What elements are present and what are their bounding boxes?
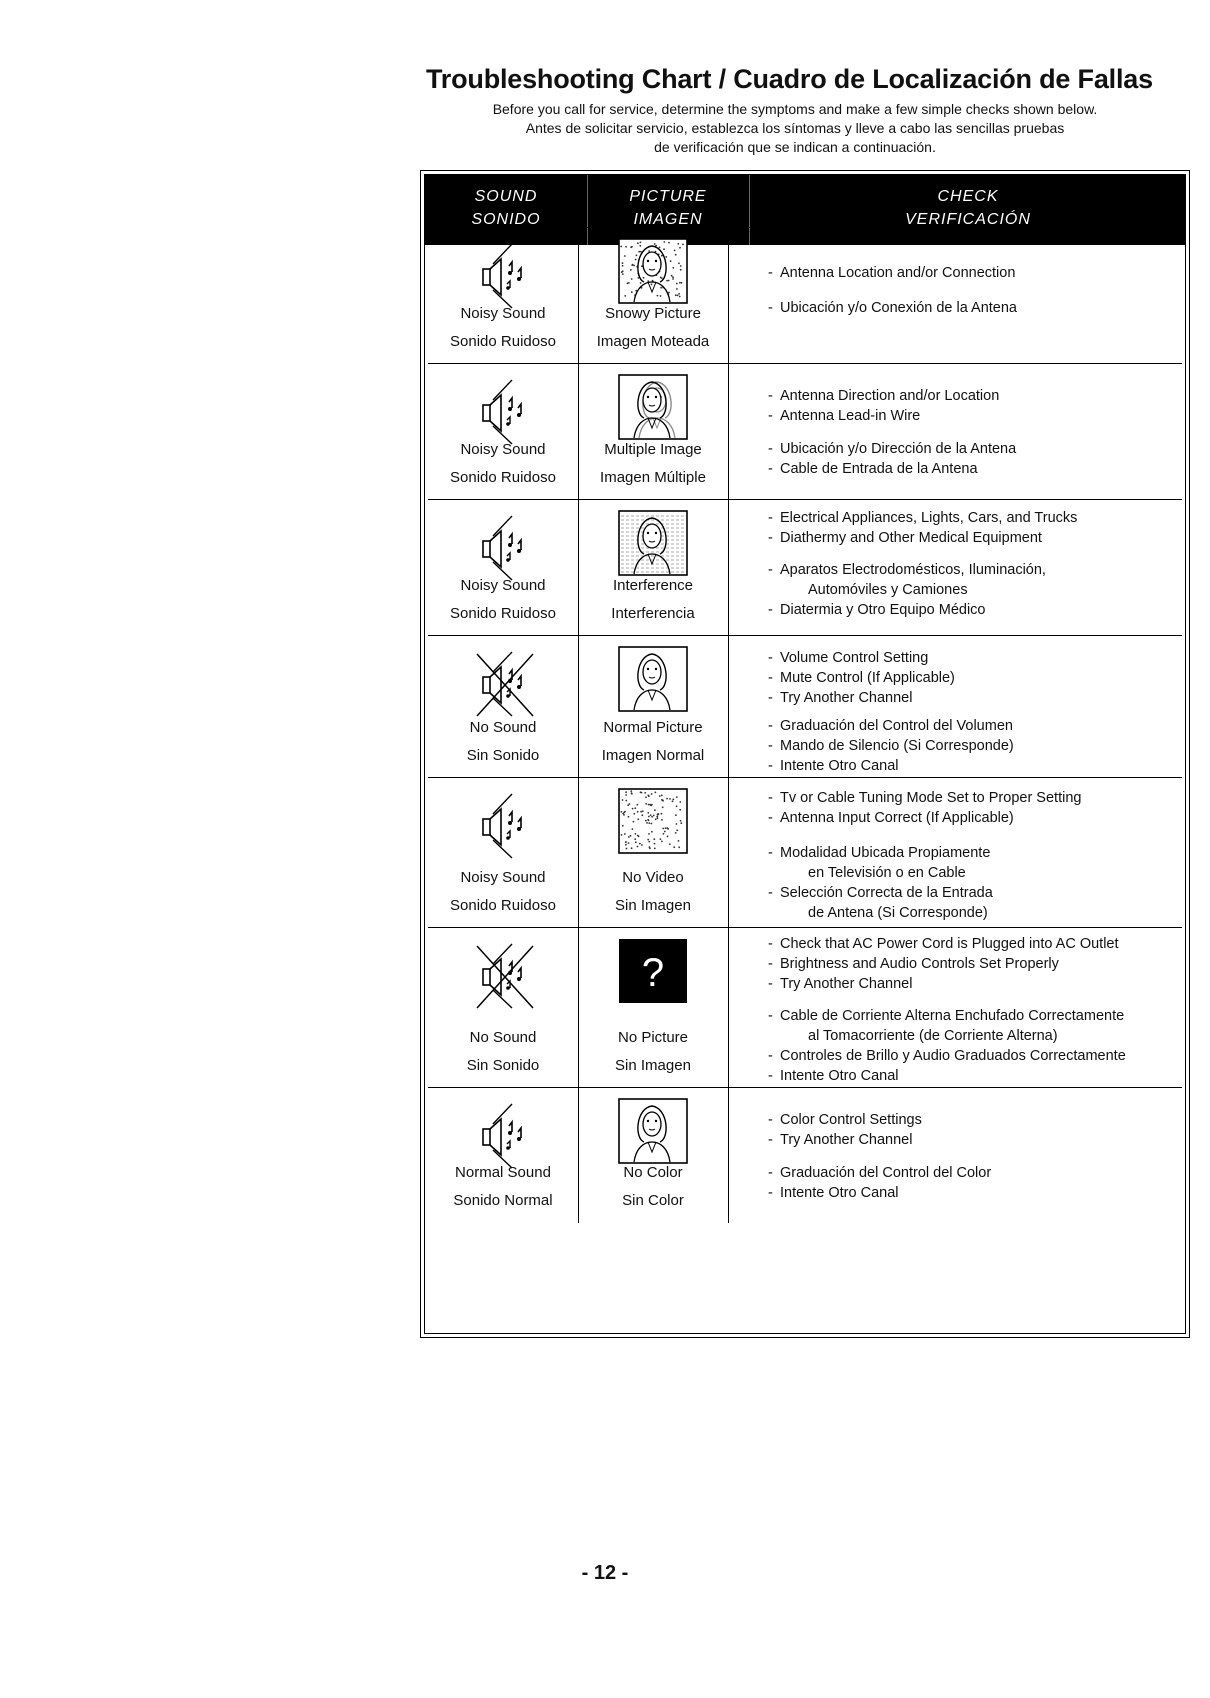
speaker-muted-icon (463, 936, 543, 1020)
check-item (758, 600, 1176, 620)
check-text: Diatermia y Otro Equipo Médico (780, 602, 986, 618)
bullet-dash: - (768, 1132, 773, 1148)
picture-cell (578, 636, 728, 778)
bullet-dash: - (768, 956, 773, 972)
picture-label-en: Multiple Image (604, 441, 702, 458)
check-text: Ubicación y/o Dirección de la Antena (780, 441, 1017, 457)
checks-english (758, 263, 1176, 283)
check-text: Color Control Settings (780, 1112, 922, 1128)
bullet-dash (758, 903, 780, 923)
picture-label-es: Sin Imagen (615, 1057, 691, 1074)
check-item (758, 1110, 1176, 1130)
check-text: Modalidad Ubicada Propiamente (780, 845, 991, 861)
bullet-dash: - (768, 650, 773, 666)
check-text: Try Another Channel (780, 1132, 913, 1148)
picture-label (578, 300, 728, 356)
sound-label (428, 300, 578, 356)
table-row (428, 363, 1182, 500)
check-item (758, 883, 1176, 903)
picture-label (578, 1159, 728, 1215)
check-text: al Tomacorriente (de Corriente Alterna) (808, 1028, 1058, 1044)
check-text: de Antena (Si Corresponde) (808, 905, 988, 921)
bullet-dash: - (768, 758, 773, 774)
sound-cell (428, 228, 578, 364)
checks-spanish (758, 560, 1176, 620)
bullet-dash: - (768, 602, 773, 618)
check-cell (758, 228, 1176, 364)
sound-label-en: Noisy Sound (460, 577, 546, 594)
check-cell (758, 364, 1176, 500)
intro-line-en: Before you call for service, determine the symptoms and make a few simple checks shown below. (492, 101, 1098, 117)
check-text: Cable de Corriente Alterna Enchufado Correctamente (780, 1008, 1125, 1024)
header-check: CHECK VERIFICACIÓN (905, 188, 1031, 228)
sound-cell (428, 500, 578, 636)
sound-cell (428, 636, 578, 778)
question-screen-icon (618, 938, 688, 1008)
picture-cell (578, 778, 728, 928)
picture-label-en: No Picture (617, 1029, 689, 1046)
bullet-dash: - (768, 1008, 773, 1024)
picture-label (578, 572, 728, 628)
picture-cell (578, 928, 728, 1088)
table-row (428, 1087, 1182, 1223)
check-cell (758, 928, 1176, 1088)
bullet-dash: - (768, 845, 773, 861)
picture-label-es: Imagen Moteada (596, 333, 710, 350)
sound-label-es: Sonido Ruidoso (450, 605, 556, 622)
checks-spanish (758, 716, 1176, 776)
check-text: Antenna Direction and/or Location (780, 388, 1000, 404)
troubleshooting-chart (420, 170, 1190, 1338)
check-item (758, 508, 1176, 528)
table-row (428, 635, 1182, 778)
picture-label-es: Sin Imagen (615, 897, 691, 914)
checks-english (758, 788, 1176, 828)
check-item (758, 1066, 1176, 1086)
check-cell (758, 636, 1176, 778)
picture-label-en: Normal Picture (603, 719, 703, 736)
sound-label-es: Sonido Ruidoso (450, 897, 556, 914)
bullet-dash: - (768, 810, 773, 826)
sound-label (428, 1024, 578, 1080)
sound-label-en: Noisy Sound (460, 441, 546, 458)
check-text: Electrical Appliances, Lights, Cars, and Trucks (780, 510, 1078, 526)
sound-label-en: No Sound (469, 719, 537, 736)
check-text: Try Another Channel (780, 976, 913, 992)
check-text: Try Another Channel (780, 690, 913, 706)
bullet-dash: - (768, 690, 773, 706)
checks-spanish (758, 843, 1176, 923)
check-text: Intente Otro Canal (780, 758, 899, 774)
picture-label-es: Imagen Múltiple (600, 469, 706, 486)
picture-label (578, 864, 728, 920)
check-cell (758, 1088, 1176, 1223)
check-item (758, 934, 1176, 954)
bullet-dash: - (768, 265, 773, 281)
picture-cell (578, 364, 728, 500)
sound-label-en: Noisy Sound (460, 869, 546, 886)
check-text: Automóviles y Camiones (808, 582, 968, 598)
sound-label (428, 572, 578, 628)
bullet-dash: - (768, 300, 773, 316)
checks-spanish (758, 1006, 1176, 1086)
question-glyph: ? (641, 951, 665, 995)
check-text: en Televisión o en Cable (808, 865, 966, 881)
check-item (758, 1163, 1176, 1183)
check-text: Graduación del Control del Color (780, 1165, 992, 1181)
table-row (428, 777, 1182, 928)
bullet-dash: - (768, 510, 773, 526)
speaker-noisy-icon (463, 786, 543, 870)
check-item (758, 298, 1176, 318)
check-text: Controles de Brillo y Audio Graduados Correctamente (780, 1048, 1126, 1064)
check-cell (758, 778, 1176, 928)
table-row (428, 499, 1182, 636)
check-item (758, 1026, 1176, 1046)
bullet-dash: - (768, 461, 773, 477)
check-text: Intente Otro Canal (780, 1068, 899, 1084)
bullet-dash: - (768, 670, 773, 686)
picture-label-es: Interferencia (611, 605, 695, 622)
check-item (758, 863, 1176, 883)
check-text: Volume Control Setting (780, 650, 929, 666)
picture-label-en: No Video (622, 869, 684, 886)
bullet-dash: - (768, 1112, 773, 1128)
check-item (758, 974, 1176, 994)
picture-label-en: No Color (623, 1164, 683, 1181)
check-text: Check that AC Power Cord is Plugged into AC Outlet (780, 936, 1119, 952)
sound-cell (428, 364, 578, 500)
bullet-dash: - (768, 388, 773, 404)
checks-english (758, 1110, 1176, 1150)
sound-label-en: No Sound (469, 1029, 537, 1046)
check-item (758, 1130, 1176, 1150)
sound-cell (428, 928, 578, 1088)
picture-label (578, 436, 728, 492)
check-item (758, 788, 1176, 808)
bullet-dash: - (768, 1068, 773, 1084)
sound-label (428, 864, 578, 920)
check-item (758, 580, 1176, 600)
check-item (758, 528, 1176, 548)
check-item (758, 406, 1176, 426)
picture-cell (578, 228, 728, 364)
check-item (758, 459, 1176, 479)
check-item (758, 263, 1176, 283)
table-row (428, 227, 1182, 364)
snowy-face-icon (618, 238, 688, 308)
header-picture: PICTURE IMAGEN (629, 188, 707, 228)
check-text: Tv or Cable Tuning Mode Set to Proper Setting (780, 790, 1082, 806)
intro-line-es-2: de verificación que se indican a continuación. (654, 139, 936, 155)
check-text: Brightness and Audio Controls Set Properly (780, 956, 1059, 972)
check-item (758, 1183, 1176, 1203)
check-item (758, 648, 1176, 668)
check-item (758, 386, 1176, 406)
picture-cell (578, 1088, 728, 1223)
bullet-dash: - (768, 936, 773, 952)
header-sound: SOUND SONIDO (471, 188, 541, 228)
check-item (758, 668, 1176, 688)
check-text: Aparatos Electrodomésticos, Iluminación, (780, 562, 1046, 578)
check-item (758, 560, 1176, 580)
checks-english (758, 934, 1176, 994)
sound-label-es: Sin Sonido (466, 747, 540, 764)
bullet-dash: - (768, 441, 773, 457)
picture-cell (578, 500, 728, 636)
normal-face-icon (618, 1098, 688, 1168)
sound-label-en: Normal Sound (455, 1164, 551, 1181)
check-cell (758, 500, 1176, 636)
checks-spanish (758, 439, 1176, 479)
ghost-face-icon (618, 374, 688, 444)
checks-spanish (758, 1163, 1176, 1203)
check-item (758, 716, 1176, 736)
picture-label-en: Snowy Picture (605, 305, 701, 322)
checks-spanish (758, 298, 1176, 318)
checks-english (758, 508, 1176, 548)
sound-cell (428, 1088, 578, 1223)
check-item (758, 843, 1176, 863)
bullet-dash: - (768, 1165, 773, 1181)
check-text: Graduación del Control del Volumen (780, 718, 1013, 734)
check-item (758, 736, 1176, 756)
check-text: Antenna Location and/or Connection (780, 265, 1016, 281)
bullet-dash: - (768, 1048, 773, 1064)
checks-english (758, 386, 1176, 426)
check-item (758, 954, 1176, 974)
static-screen-icon (618, 788, 688, 858)
sound-label (428, 436, 578, 492)
table-row (428, 927, 1182, 1088)
bullet-dash: - (768, 718, 773, 734)
normal-face-icon (618, 646, 688, 716)
bullet-dash: - (768, 885, 773, 901)
check-text: Cable de Entrada de la Antena (780, 461, 978, 477)
check-text: Antenna Input Correct (If Applicable) (780, 810, 1014, 826)
picture-label (578, 714, 728, 770)
check-text: Intente Otro Canal (780, 1185, 899, 1201)
sound-label-es: Sonido Ruidoso (450, 469, 556, 486)
bullet-dash (758, 863, 780, 883)
bullet-dash: - (768, 562, 773, 578)
check-text: Antenna Lead-in Wire (780, 408, 921, 424)
checks-english (758, 648, 1176, 708)
intro-line-es: Antes de solicitar servicio, establezca los síntomas y lleve a cabo las sencillas pruebas (525, 120, 1065, 136)
bullet-dash: - (768, 408, 773, 424)
check-item (758, 903, 1176, 923)
check-text: Selección Correcta de la Entrada (780, 885, 993, 901)
check-item (758, 808, 1176, 828)
picture-label-en: Interference (612, 577, 694, 594)
check-item (758, 1006, 1176, 1026)
sound-label-es: Sonido Normal (453, 1192, 553, 1209)
picture-label-es: Imagen Normal (601, 747, 705, 764)
picture-label (578, 1024, 728, 1080)
sound-label (428, 714, 578, 770)
check-text: Mute Control (If Applicable) (780, 670, 955, 686)
bullet-dash (758, 580, 780, 600)
sound-label-es: Sonido Ruidoso (450, 333, 556, 350)
bullet-dash: - (768, 530, 773, 546)
picture-label-es: Sin Color (622, 1192, 684, 1209)
check-item (758, 439, 1176, 459)
bullet-dash: - (768, 1185, 773, 1201)
check-text: Ubicación y/o Conexión de la Antena (780, 300, 1017, 316)
sound-label-es: Sin Sonido (466, 1057, 540, 1074)
check-text: Diathermy and Other Medical Equipment (780, 530, 1042, 546)
bullet-dash (758, 1026, 780, 1046)
sound-label (428, 1159, 578, 1215)
check-item (758, 756, 1176, 776)
page-number: - 12 - (581, 1562, 629, 1584)
bullet-dash: - (768, 738, 773, 754)
check-text: Mando de Silencio (Si Corresponde) (780, 738, 1014, 754)
interference-face-icon (618, 510, 688, 580)
check-item (758, 688, 1176, 708)
check-item (758, 1046, 1176, 1066)
bullet-dash: - (768, 790, 773, 806)
bullet-dash: - (768, 976, 773, 992)
sound-cell (428, 778, 578, 928)
page-title: Troubleshooting Chart / Cuadro de Localización de Fallas (426, 64, 1153, 94)
sound-label-en: Noisy Sound (460, 305, 546, 322)
